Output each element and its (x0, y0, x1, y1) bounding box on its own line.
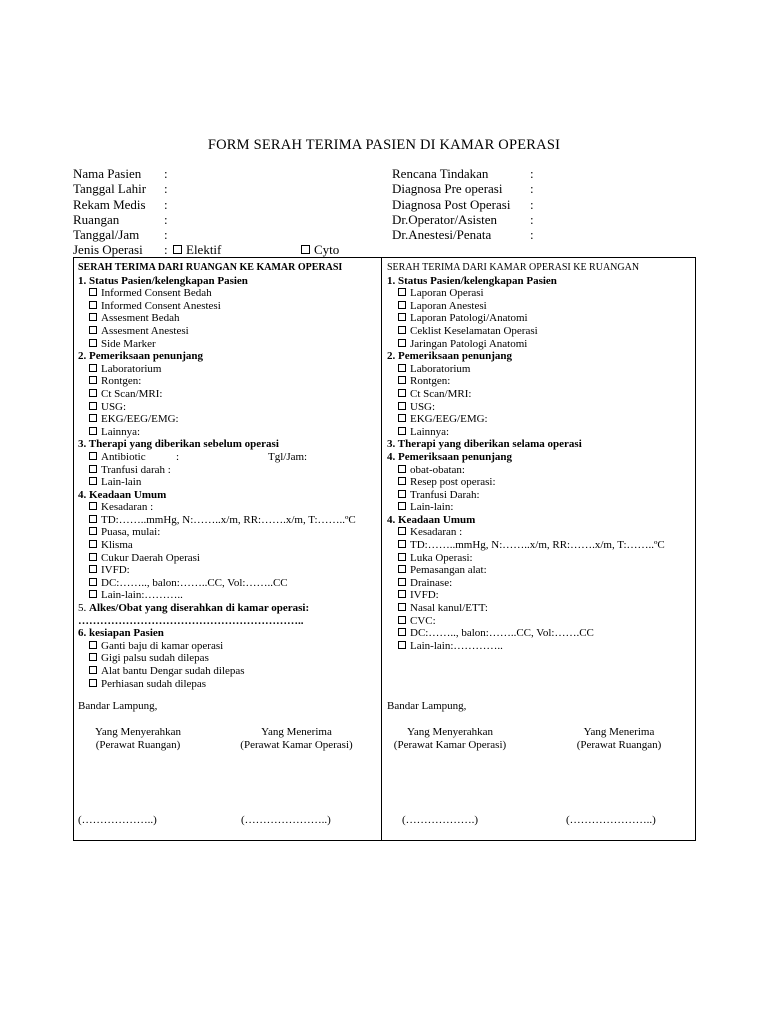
checkbox-icon (89, 527, 97, 535)
checklist-item[interactable] (78, 640, 378, 653)
item-label: Lain-lain: (410, 501, 454, 514)
item-label: Lainnya: (101, 425, 141, 438)
checkbox-icon (398, 603, 406, 611)
item-label: Ceklist Keselamatan Operasi (410, 324, 538, 337)
header-label: Rekam Medis (73, 196, 146, 212)
item-label: USG: (101, 400, 127, 413)
checklist-item[interactable] (387, 615, 692, 628)
signature-role: (Perawat Kamar Operasi) (240, 739, 353, 751)
checkbox-icon (89, 313, 97, 321)
alkes-dots-line[interactable]: …………………………………………………….. (78, 614, 304, 627)
section-heading: 4. Pemeriksaan penunjang (387, 450, 512, 463)
checkbox-icon (398, 477, 406, 485)
checkbox-icon (89, 666, 97, 674)
item-label: Pemasangan alat: (410, 564, 487, 577)
checkbox-icon (398, 540, 406, 548)
checkbox-icon (398, 326, 406, 334)
checkbox-icon (398, 565, 406, 573)
signature-block-left-1 (78, 726, 198, 752)
item-label: Laporan Patologi/Anatomi (410, 312, 528, 325)
item-label: Lain-lain:……….. (101, 589, 183, 602)
item-label: EKG/EEG/EMG: (410, 413, 488, 426)
checkbox-icon (398, 502, 406, 510)
checklist-item[interactable] (78, 413, 378, 426)
item-label: CVC: (410, 614, 436, 627)
checkbox-icon (398, 427, 406, 435)
checkbox-icon (398, 527, 406, 535)
checklist-item[interactable] (387, 564, 692, 577)
header-field-operator (392, 212, 692, 227)
checkbox-icon (89, 477, 97, 485)
checklist-item[interactable] (78, 401, 378, 414)
checklist-item[interactable] (78, 375, 378, 388)
handover-table (73, 257, 696, 841)
header-label: Jenis Operasi (73, 242, 143, 258)
checklist-item[interactable] (387, 464, 692, 477)
checkbox-icon (89, 590, 97, 598)
header-label: Diagnosa Post Operasi (392, 196, 511, 212)
header-label: Dr.Anestesi/Penata (392, 227, 492, 243)
checklist-item[interactable] (78, 325, 378, 338)
checklist-item[interactable] (387, 552, 692, 565)
checkbox-icon (398, 414, 406, 422)
header-colon: : (164, 181, 168, 197)
checklist-item[interactable] (387, 577, 692, 590)
item-label: TD:……..mmHg, N:……..x/m, RR:…….x/m, T:……..ºC (101, 513, 356, 526)
header-colon: : (164, 227, 168, 243)
option-label: Cyto (314, 242, 340, 258)
item-label: Laboratorium (101, 362, 162, 375)
item-label: DC:…….., balon:……..CC, Vol:……..CC (101, 576, 288, 589)
column-ok-ke-ruangan (387, 262, 692, 652)
header-field-diagnosa-pre (392, 181, 692, 196)
checkbox-icon (89, 502, 97, 510)
header-label: Rencana Tindakan (392, 166, 489, 181)
item-label: DC:…….., balon:……..CC, Vol:…….CC (410, 627, 594, 640)
checkbox-icon (89, 565, 97, 573)
item-label: Antibiotic (101, 450, 146, 463)
checkbox-icon (398, 376, 406, 384)
checkbox-icon (398, 339, 406, 347)
checkbox-icon (398, 590, 406, 598)
option-elektif[interactable] (173, 242, 221, 257)
item-label: Cukur Daerah Operasi (101, 551, 200, 564)
checkbox-icon (89, 679, 97, 687)
item-label: IVFD: (101, 564, 130, 577)
item-label: TD:……..mmHg, N:……..x/m, RR:…….x/m, T:……..ºC (410, 539, 665, 552)
header-colon: : (164, 242, 168, 258)
signature-role: (Perawat Kamar Operasi) (393, 739, 507, 751)
header-label: Dr.Operator/Asisten (392, 211, 498, 227)
header-label: Ruangan (73, 211, 120, 227)
checklist-item[interactable] (387, 388, 692, 401)
checkbox-icon (398, 364, 406, 372)
signature-line-left-2[interactable]: (…………………..) (241, 814, 331, 826)
item-label: Side Marker (101, 337, 156, 350)
section-heading: 1. Status Pasien/kelengkapan Pasien (78, 274, 248, 287)
checkbox-icon (398, 389, 406, 397)
checklist-item[interactable] (387, 401, 692, 414)
section-heading: 1. Status Pasien/kelengkapan Pasien (387, 274, 557, 287)
item-colon: : (176, 450, 180, 463)
option-cyto[interactable] (301, 242, 339, 257)
header-field-ruangan (73, 212, 373, 227)
section-heading: 3. Therapi yang diberikan sebelum operasi (78, 438, 279, 451)
checklist-item[interactable] (78, 426, 378, 439)
header-field-diagnosa-post (392, 197, 692, 212)
checklist-item-vitals[interactable] (78, 514, 378, 527)
item-label: Lain-lain (101, 476, 142, 489)
header-colon: : (530, 211, 534, 227)
checkbox-icon (89, 427, 97, 435)
section-heading: 3. Therapi yang diberikan selama operasi (387, 438, 582, 451)
item-label: Klisma (101, 539, 133, 552)
header-field-anestesi (392, 227, 692, 242)
checklist-item[interactable] (387, 287, 692, 300)
checklist-item[interactable] (78, 363, 378, 376)
checklist-item[interactable] (78, 539, 378, 552)
checklist-item[interactable] (78, 501, 378, 514)
place-label-left: Bandar Lampung, (78, 700, 158, 712)
checkbox-icon (89, 641, 97, 649)
item-label: Rontgen: (101, 375, 142, 388)
form-title: FORM SERAH TERIMA PASIEN DI KAMAR OPERASI (207, 137, 561, 153)
section-heading: 6. kesiapan Pasien (78, 627, 164, 640)
tgl-jam-label: Tgl/Jam: (268, 450, 308, 463)
checklist-item[interactable] (78, 678, 378, 691)
column-caption: SERAH TERIMA DARI RUANGAN KE KAMAR OPERASI (78, 262, 343, 273)
item-label: Laboratorium (410, 362, 471, 375)
checklist-item[interactable] (78, 388, 378, 401)
item-label: Ct Scan/MRI: (410, 387, 472, 400)
header-label: Tanggal/Jam (73, 227, 140, 243)
signature-title: Yang Menyerahkan (95, 726, 181, 738)
checklist-item-antibiotic[interactable] (78, 451, 378, 464)
item-label: Informed Consent Anestesi (101, 299, 221, 312)
item-label: Resep post operasi: (410, 476, 496, 489)
checklist-item[interactable] (78, 338, 378, 351)
item-label: Jaringan Patologi Anatomi (410, 337, 528, 350)
checklist-item[interactable] (78, 476, 378, 489)
header-field-rekam-medis (73, 197, 373, 212)
header-colon: : (530, 227, 534, 243)
header-colon: : (530, 166, 534, 181)
checkbox-icon (398, 490, 406, 498)
column-caption: SERAH TERIMA DARI KAMAR OPERASI KE RUANGAN (387, 262, 640, 273)
checkbox-icon (398, 553, 406, 561)
header-colon: : (164, 211, 168, 227)
header-colon: : (530, 196, 534, 212)
item-label: Ganti baju di kamar operasi (101, 639, 224, 652)
checklist-item[interactable] (387, 413, 692, 426)
checkbox-icon (89, 653, 97, 661)
section-number: 5. (78, 602, 87, 615)
header-colon: : (530, 181, 534, 197)
checkbox-icon (398, 641, 406, 649)
checklist-item[interactable] (387, 375, 692, 388)
signature-block-left-2 (234, 726, 359, 752)
checklist-item[interactable] (387, 363, 692, 376)
header-left (73, 166, 373, 258)
section-heading: 4. Keadaan Umum (78, 488, 167, 501)
item-label: Puasa, mulai: (101, 526, 161, 539)
checkbox-icon (89, 553, 97, 561)
place-label-right: Bandar Lampung, (387, 700, 467, 712)
header-field-nama (73, 166, 373, 181)
checkbox-icon (89, 402, 97, 410)
item-label: Assesment Bedah (101, 312, 180, 325)
column-ruangan-ke-ok (78, 262, 378, 690)
item-label: Assesment Anestesi (101, 324, 189, 337)
checklist-item[interactable] (78, 312, 378, 325)
header-field-jenis-operasi (73, 242, 373, 257)
checkbox-icon (398, 465, 406, 473)
signature-role: (Perawat Ruangan) (95, 739, 181, 751)
signature-block-right-2 (564, 726, 674, 752)
item-label: Rontgen: (410, 375, 451, 388)
checkbox-icon (89, 389, 97, 397)
signature-line-left-1[interactable]: (………………..) (78, 814, 157, 826)
checkbox-icon (301, 245, 310, 254)
section-title: Alkes/Obat yang diserahkan di kamar operasi: (89, 602, 310, 615)
header-right (392, 166, 692, 242)
checklist-item[interactable] (387, 501, 692, 514)
signature-line-right-1[interactable]: (……………….) (402, 814, 479, 826)
item-label: Alat bantu Dengar sudah dilepas (101, 665, 245, 677)
checklist-item[interactable] (387, 426, 692, 439)
section-heading: 2. Pemeriksaan penunjang (387, 350, 512, 363)
header-field-tanggal-lahir (73, 181, 373, 196)
checkbox-icon (398, 288, 406, 296)
checkbox-icon (89, 540, 97, 548)
checkbox-icon (89, 414, 97, 422)
checkbox-icon (89, 364, 97, 372)
checklist-item[interactable] (387, 476, 692, 489)
item-label: Nasal kanul/ETT: (410, 602, 488, 615)
checkbox-icon (89, 452, 97, 460)
checklist-item[interactable] (78, 526, 378, 539)
checkbox-icon (398, 628, 406, 636)
header-label: Tanggal Lahir (73, 181, 147, 197)
checklist-item[interactable] (78, 464, 378, 477)
item-label: Kesadaran : (410, 526, 463, 539)
checklist-item[interactable] (78, 589, 378, 602)
item-label: Drainase: (410, 576, 453, 589)
checklist-item[interactable] (78, 652, 378, 665)
item-label: Informed Consent Bedah (101, 287, 212, 300)
checklist-item[interactable] (387, 589, 692, 602)
header-colon: : (164, 196, 168, 212)
checklist-item-vitals[interactable] (387, 539, 692, 552)
checklist-item[interactable] (387, 627, 692, 640)
column-divider (381, 258, 382, 840)
checklist-item[interactable] (387, 325, 692, 338)
section-heading: 2. Pemeriksaan penunjang (78, 350, 203, 363)
signature-title: Yang Menyerahkan (407, 726, 493, 738)
checklist-item[interactable] (78, 577, 378, 590)
signature-block-right-1 (385, 726, 515, 752)
item-label: Laporan Operasi (410, 287, 484, 300)
checkbox-icon (89, 376, 97, 384)
signature-line-right-2[interactable]: (…………………..) (566, 814, 656, 826)
checkbox-icon (89, 465, 97, 473)
header-label: Diagnosa Pre operasi (392, 181, 503, 197)
item-label: Ct Scan/MRI: (101, 387, 163, 400)
checklist-item[interactable] (387, 338, 692, 351)
signature-role: (Perawat Ruangan) (576, 739, 662, 751)
item-label: Gigi palsu sudah dilepas (101, 652, 209, 665)
item-label: USG: (410, 400, 436, 413)
checkbox-icon (398, 578, 406, 586)
checklist-item[interactable] (78, 552, 378, 565)
item-label: Perhiasan sudah dilepas (101, 677, 207, 690)
item-label: Kesadaran : (101, 501, 154, 514)
signature-title: Yang Menerima (261, 726, 332, 738)
item-label: EKG/EEG/EMG: (101, 413, 179, 426)
checklist-item[interactable] (387, 300, 692, 313)
signature-title: Yang Menerima (583, 726, 655, 738)
section-heading: 4. Keadaan Umum (387, 513, 476, 526)
item-label: Lain-lain:………….. (410, 639, 503, 652)
checklist-item[interactable] (78, 300, 378, 313)
checkbox-icon (398, 313, 406, 321)
item-label: Tranfusi Darah: (410, 488, 480, 501)
checkbox-icon (398, 402, 406, 410)
checklist-item[interactable] (387, 526, 692, 539)
checklist-item[interactable] (78, 287, 378, 300)
checkbox-icon (398, 301, 406, 309)
header-field-tanggal-jam (73, 227, 373, 242)
checkbox-icon (89, 515, 97, 523)
item-label: Lainnya: (410, 425, 450, 438)
checklist-item[interactable] (387, 640, 692, 653)
checklist-item[interactable] (78, 665, 378, 678)
option-label: Elektif (186, 242, 222, 258)
header-colon: : (164, 166, 168, 181)
item-label: Luka Operasi: (410, 551, 473, 564)
item-label: obat-obatan: (410, 463, 465, 476)
checkbox-icon (89, 339, 97, 347)
item-label: IVFD: (410, 589, 439, 602)
checkbox-icon (89, 578, 97, 586)
checkbox-icon (398, 616, 406, 624)
checkbox-icon (89, 326, 97, 334)
checkbox-icon (89, 288, 97, 296)
checklist-item[interactable] (387, 312, 692, 325)
section-heading-alkes (78, 602, 378, 615)
header-field-rencana (392, 166, 692, 181)
checklist-item[interactable] (78, 564, 378, 577)
checkbox-icon (89, 301, 97, 309)
item-label: Laporan Anestesi (410, 299, 487, 312)
header-label: Nama Pasien (73, 166, 142, 181)
checklist-item[interactable] (387, 602, 692, 615)
item-label: Tranfusi darah : (101, 463, 171, 476)
checklist-item[interactable] (387, 489, 692, 502)
checkbox-icon (173, 245, 182, 254)
